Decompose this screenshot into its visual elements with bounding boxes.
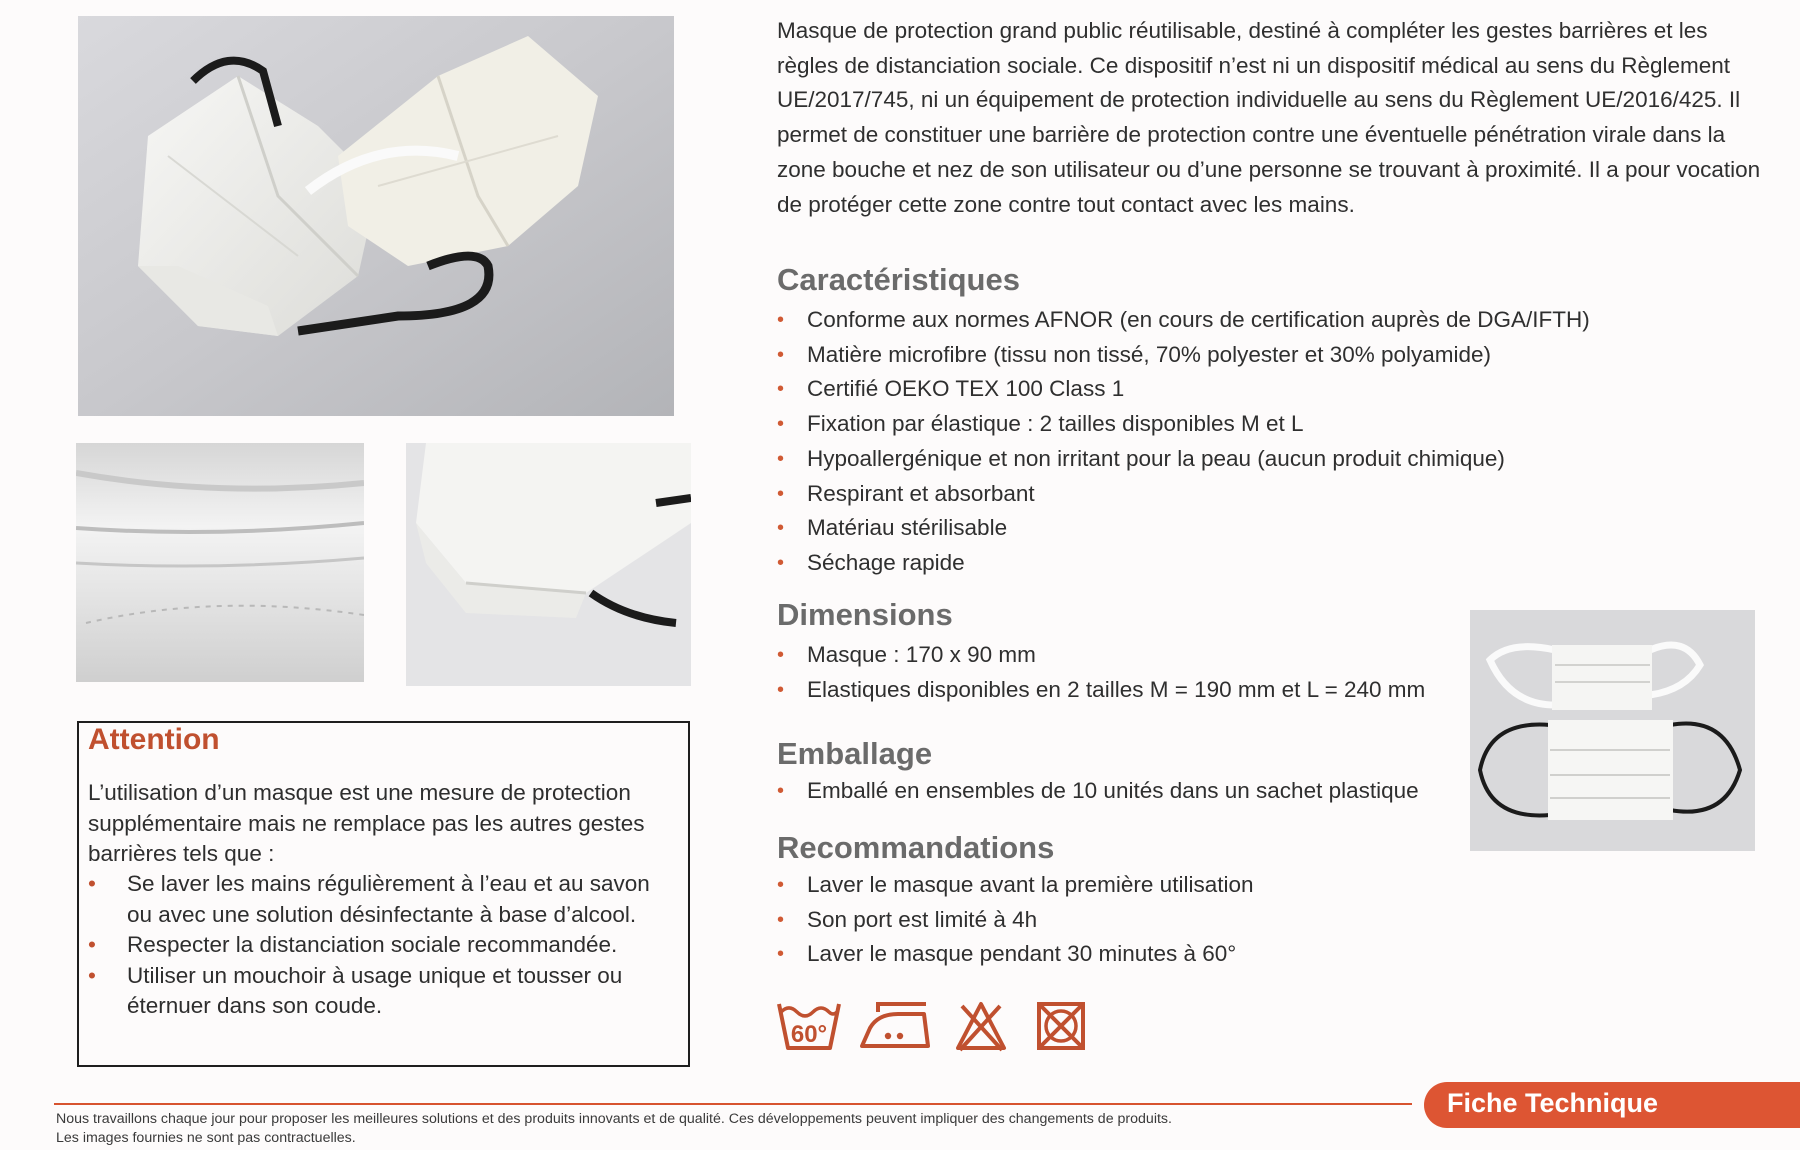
no-tumble-dry-icon <box>1034 998 1088 1059</box>
list-item: • Laver le masque avant la première utilisation <box>777 868 1253 903</box>
section-title-recommandations: Recommandations <box>777 830 1055 865</box>
footer-disclaimer-line: Nous travaillons chaque jour pour proposer les meilleures solutions et des produits innovants et de qualité. Ces développements peuvent impliquer des changements de produits. <box>56 1111 1172 1127</box>
list-item: • Matière microfibre (tissu non tissé, 70% polyester et 30% polyamide) <box>777 338 1590 373</box>
attention-list <box>88 869 678 1022</box>
footer-disclaimer-line: Les images fournies ne sont pas contractuelles. <box>56 1130 356 1146</box>
mask-detail-photo <box>406 443 691 686</box>
list-item: • Emballé en ensembles de 10 unités dans un sachet plastique <box>777 774 1419 809</box>
emballage-list <box>777 774 1419 809</box>
wash-60-icon <box>776 998 842 1059</box>
attention-item: • Se laver les mains régulièrement à l’eau et au savon ou avec une solution désinfectante à base d’alcool. <box>88 869 678 930</box>
recommandations-list <box>777 868 1253 972</box>
list-item: • Certifié OEKO TEX 100 Class 1 <box>777 372 1590 407</box>
attention-item: • Respecter la distanciation sociale recommandée. <box>88 930 678 961</box>
list-item: • Séchage rapide <box>777 546 1590 581</box>
list-item: • Masque : 170 x 90 mm <box>777 638 1425 673</box>
wash-temperature-label: 60° <box>790 1021 828 1048</box>
no-bleach-icon <box>954 998 1008 1059</box>
section-title-caracteristiques: Caractéristiques <box>777 262 1020 297</box>
product-description: Masque de protection grand public réutilisable, destiné à compléter les gestes barrières et les règles de distanciation sociale. Ce dispositif n’est ni un dispositif médical au sens du Règlement UE/2017/745, ni un équipement de protection individuelle au sens du Règlement UE/2016/425. Il permet de constituer une barrière de protection contre une éventuelle pénétration virale dans la zone bouche et nez de son utilisateur ou d’une personne se trouvant à proximité. Il a pour vocation de protéger cette zone contre tout contact avec les mains. <box>777 18 1761 217</box>
section-title-dimensions: Dimensions <box>777 597 953 632</box>
main-mask-photo <box>78 16 674 416</box>
list-item: • Conforme aux normes AFNOR (en cours de certification auprès de DGA/IFTH) <box>777 303 1590 338</box>
masks-pair-photo <box>1470 610 1755 851</box>
fabric-closeup-photo <box>76 443 364 682</box>
iron-medium-icon <box>858 998 930 1059</box>
list-item: • Hypoallergénique et non irritant pour la peau (aucun produit chimique) <box>777 442 1590 477</box>
caracteristiques-list <box>777 303 1590 581</box>
list-item: • Respirant et absorbant <box>777 477 1590 512</box>
list-item: • Elastiques disponibles en 2 tailles M = 190 mm et L = 240 mm <box>777 673 1425 708</box>
list-item: • Matériau stérilisable <box>777 511 1590 546</box>
footer-divider <box>54 1103 1412 1105</box>
attention-intro: L’utilisation d’un masque est une mesure de protection supplémentaire mais ne remplace pas les autres gestes barrières tels que : <box>88 780 645 866</box>
footer-disclaimer <box>56 1110 1396 1148</box>
fiche-technique-label: Fiche Technique <box>1447 1088 1659 1118</box>
attention-item: • Utiliser un mouchoir à usage unique et tousser ou éternuer dans son coude. <box>88 961 678 1022</box>
section-title-emballage: Emballage <box>777 736 933 771</box>
list-item: • Son port est limité à 4h <box>777 903 1253 938</box>
list-item: • Fixation par élastique : 2 tailles disponibles M et L <box>777 407 1590 442</box>
list-item: • Laver le masque pendant 30 minutes à 60° <box>777 937 1253 972</box>
attention-title: Attention <box>88 723 220 756</box>
dimensions-list <box>777 638 1425 707</box>
